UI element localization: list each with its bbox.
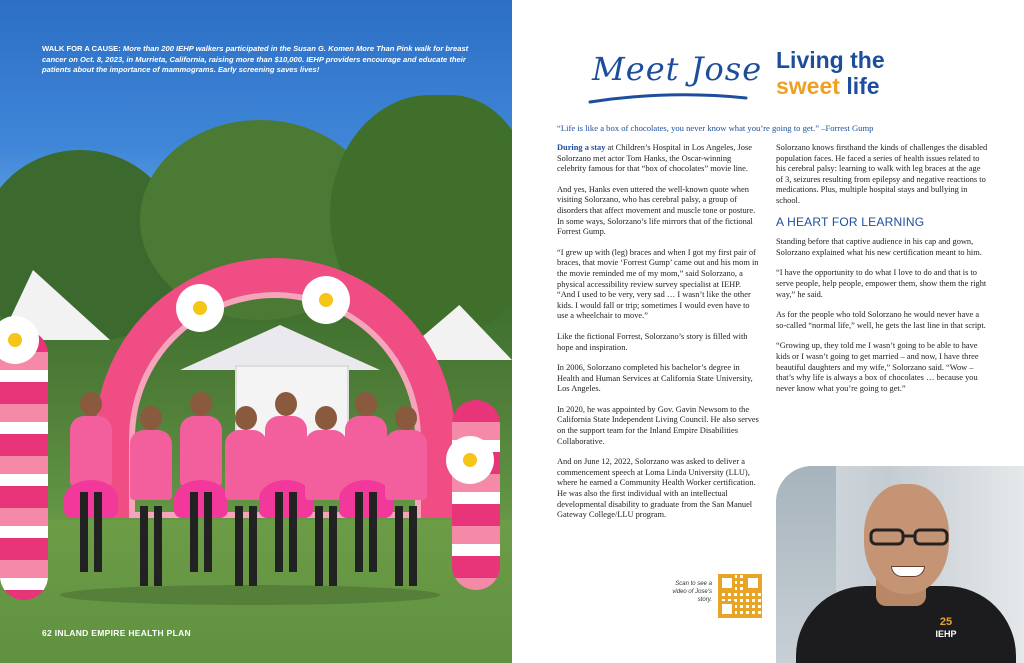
paragraph: As for the people who told Solorzano he would never have a so-called “normal life,” well, he gets the last line in that script. bbox=[776, 310, 986, 330]
ground-shadow bbox=[60, 585, 440, 605]
balloon-pillar bbox=[452, 400, 500, 590]
daisy-balloon bbox=[450, 440, 490, 480]
iehp-25-logo bbox=[928, 616, 964, 640]
paragraph: And on June 12, 2022, Solorzano was asked to deliver a commencement speech at Loma Linda University (LLU), where he earned a Community Health Worker certification. He was also the first individual with an intellectual developmental disability to graduate from the San Manuel Gateway College/LLU program. bbox=[557, 457, 756, 520]
paragraph bbox=[557, 143, 760, 175]
daisy-balloon bbox=[306, 280, 346, 320]
jose-portrait bbox=[776, 466, 1024, 663]
qr-corner bbox=[745, 575, 761, 591]
qr-corner bbox=[719, 601, 735, 617]
paragraph: “I grew up with (leg) braces and when I got my first pair of braces, that movie ‘Forrest Gump’ came out and his mom in the movie reminded me of my mom,” said Solorzano, a physical accessibility review survey specialist at IEHP. “And I used to be very, very sad … I wasn’t like the other kids. I would fall or trip; sometimes I would even have to use a wheelchair to move.” bbox=[557, 247, 759, 321]
scan-note: Scan to see a video of Jose’s story. bbox=[672, 581, 712, 603]
headline bbox=[776, 47, 885, 99]
title-swoosh bbox=[588, 88, 748, 106]
daisy-balloon bbox=[180, 288, 220, 328]
paragraph: Standing before that captive audience in his cap and gown, Solorzano explained what his new certification meant to him. bbox=[776, 237, 982, 257]
headline-sweet: sweet bbox=[776, 73, 840, 99]
logo-number: 25 bbox=[939, 616, 953, 628]
paragraph: “I have the opportunity to do what I love to do and that is to serve people, help people, empower them, show them the right way,” he said. bbox=[776, 268, 987, 299]
paragraph: “Growing up, they told me I wasn’t going to be able to have kids or I wasn’t going to get married – and now, I have three beautiful daughters and my wife,” Solorzano said. “Wow – that’s why life is always a box of chocolates … because you never know what you’re going to get.” bbox=[776, 341, 979, 393]
article-column-2 bbox=[776, 143, 988, 404]
meet-jose-title: Meet Jose bbox=[592, 50, 763, 88]
paragraph: In 2006, Solorzano completed his bachelor’s degree in Health and Human Services at California State University, Los Angeles. bbox=[557, 363, 753, 394]
logo-text: IEHP bbox=[935, 629, 957, 639]
headline-line1: Living the bbox=[776, 47, 885, 73]
paragraph: In 2020, he was appointed by Gov. Gavin Newsom to the California State Independent Living Council. He also serves on the support team for the Inland Empire Disabilities Collaborative. bbox=[557, 404, 759, 446]
headline-life: life bbox=[839, 73, 880, 99]
page-folio: 62 INLAND EMPIRE HEALTH PLAN bbox=[42, 628, 191, 638]
headline-line2 bbox=[776, 73, 885, 99]
glasses-icon bbox=[868, 528, 950, 546]
caption-lead: WALK FOR A CAUSE: bbox=[42, 44, 121, 53]
qr-code-icon[interactable] bbox=[719, 575, 761, 617]
article-column-1 bbox=[557, 143, 760, 531]
pull-quote: “Life is like a box of chocolates, you never know what you’re going to get.” –Forrest Gump bbox=[557, 123, 874, 133]
section-heading: A HEART FOR LEARNING bbox=[776, 214, 925, 229]
paragraph-text: at Children’s Hospital in Los Angeles, Jose Solorzano met actor Tom Hanks, the Oscar-winning celebrity famous for that “box of chocolates” movie line. bbox=[557, 143, 752, 174]
paragraph: And yes, Hanks even uttered the well-known quote when visiting Solorzano, who has cerebral palsy, a group of disorders that affect movement and muscle tone or posture. In some ways, Solorzano’s life mirrors that of the fictional Forrest Gump. bbox=[557, 184, 756, 237]
paragraph: Solorzano knows firsthand the kinds of challenges the disabled population faces. He faced a series of health issues related to his cerebral palsy: learning to walk with leg braces at the age of 3, seizures resulting from epilepsy and negative reactions to medications. Plus, multiple hospital stays and bullying in school. bbox=[776, 143, 988, 205]
qr-corner bbox=[719, 575, 735, 591]
balloon-pillar bbox=[0, 330, 48, 600]
lead-in: During a stay bbox=[557, 143, 606, 152]
caption-body: More than 200 IEHP walkers participated in the Susan G. Komen More Than Pink walk for breast cancer on Oct. 8, 2023, in Murrieta, California, raising more than $10,000. IEHP providers encourage and educate their patients about the importance of mammograms. Early screening saves lives! bbox=[42, 44, 469, 74]
paragraph: Like the fictional Forrest, Solorzano’s story is filled with hope and inspiration. bbox=[557, 331, 748, 352]
photo-caption bbox=[42, 44, 474, 76]
